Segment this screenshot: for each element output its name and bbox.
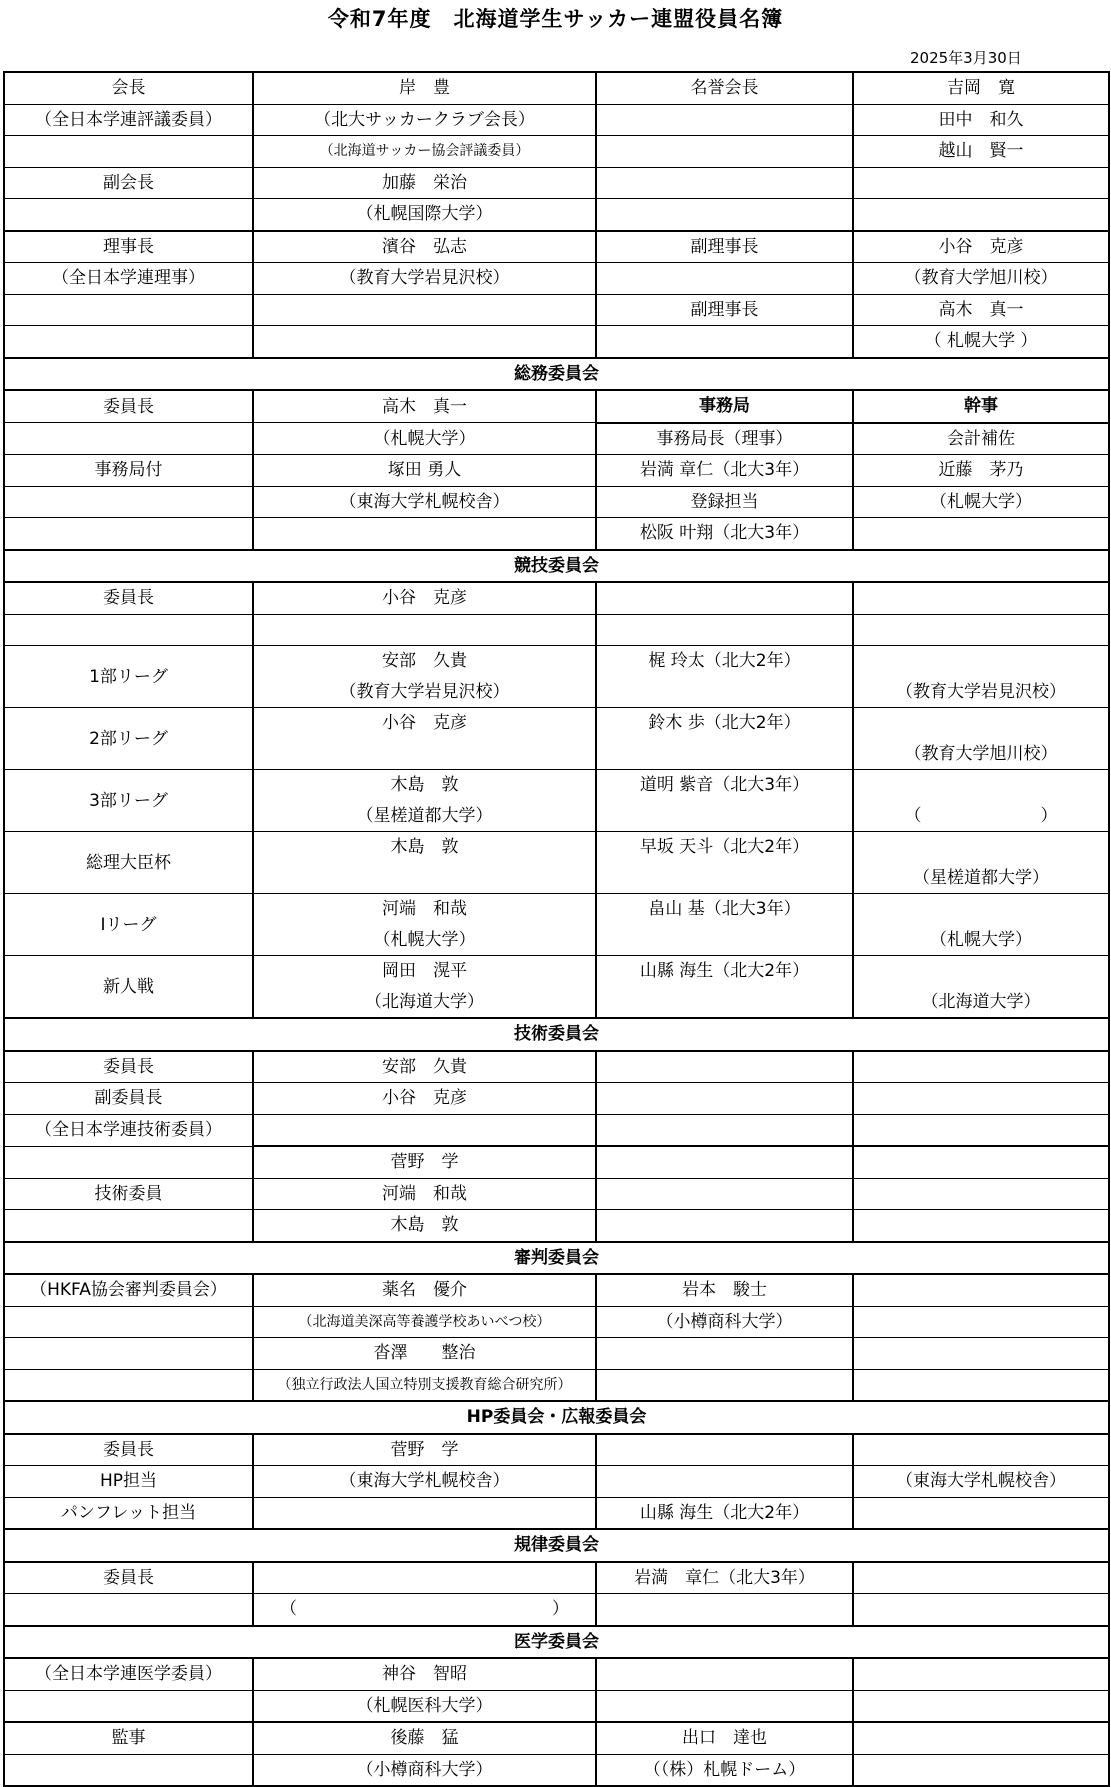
- table-row: [4, 1051, 1109, 1083]
- cell-name: 吉岡 寛: [853, 72, 1109, 104]
- cell-name: [596, 677, 853, 708]
- cell-name: [853, 646, 1109, 677]
- cell-name: [853, 832, 1109, 863]
- cell-name: [853, 1434, 1109, 1466]
- table-row: [4, 956, 1109, 987]
- cell-name: [253, 1562, 596, 1594]
- table-row: [4, 1594, 1109, 1626]
- cell-name: （札幌大学）: [853, 486, 1109, 518]
- cell-name: （札幌医科大学）: [253, 1690, 596, 1722]
- cell-name: [853, 167, 1109, 199]
- table-row: [4, 646, 1109, 677]
- cell-name: [853, 894, 1109, 925]
- cell-name: （札幌大学）: [253, 925, 596, 956]
- table-row: [4, 1690, 1109, 1722]
- cell-name: [253, 1497, 596, 1529]
- cell-name: 高木 真一: [853, 294, 1109, 326]
- cell-name: [853, 1754, 1109, 1786]
- cell-name: （東海大学札幌校舎）: [853, 1466, 1109, 1498]
- cell-name: 沓澤 整治: [253, 1338, 596, 1370]
- table-row: [4, 582, 1109, 614]
- cell-role: [596, 1083, 853, 1115]
- cell-role: [4, 1690, 253, 1722]
- cell-role: （全日本学連医学委員）: [4, 1658, 253, 1690]
- table-row: [4, 1722, 1109, 1754]
- cell-role: 幹事: [853, 390, 1109, 423]
- cell-name: （北海道大学）: [853, 987, 1109, 1019]
- section-header-row: [4, 1242, 1109, 1275]
- cell-name: 田中 和久: [853, 104, 1109, 136]
- cell-name: [596, 1434, 853, 1466]
- section-title: 規律委員会: [4, 1529, 1109, 1562]
- cell-name: （（株）札幌ドーム）: [596, 1754, 853, 1786]
- cell-name: [596, 801, 853, 832]
- cell-name: [596, 1594, 853, 1626]
- cell-name: [853, 582, 1109, 614]
- cell-role: （全日本学連理事）: [4, 263, 253, 295]
- table-row: [4, 1178, 1109, 1210]
- section-header-row: [4, 1529, 1109, 1562]
- cell-name: 菅野 学: [253, 1146, 596, 1178]
- cell-name: [253, 1114, 596, 1146]
- cell-role: [4, 199, 253, 231]
- table-row: [4, 832, 1109, 863]
- table-row: [4, 1466, 1109, 1498]
- cell-name: （札幌国際大学）: [253, 199, 596, 231]
- cell-name: [853, 770, 1109, 801]
- section-header-row: [4, 550, 1109, 583]
- cell-role: 委員長: [4, 582, 253, 614]
- table-row: [4, 1146, 1109, 1178]
- cell-name: （ ）: [253, 1594, 596, 1626]
- cell-name: 岩満 章仁（北大3年）: [596, 1562, 853, 1594]
- cell-role: [596, 104, 853, 136]
- cell-role: 2部リーグ: [4, 708, 253, 770]
- cell-name: （北海道大学）: [253, 987, 596, 1019]
- table-row: [4, 1434, 1109, 1466]
- cell-name: [853, 1658, 1109, 1690]
- cell-name: 松阪 叶翔（北大3年）: [596, 518, 853, 550]
- cell-name: （北大サッカークラブ会長）: [253, 104, 596, 136]
- table-row: [4, 1497, 1109, 1529]
- cell-role: [4, 326, 253, 358]
- cell-role: HP担当: [4, 1466, 253, 1498]
- table-row: [4, 708, 1109, 739]
- cell-name: 菅野 学: [253, 1434, 596, 1466]
- table-row: [4, 455, 1109, 487]
- officers-roster-table: [3, 71, 1110, 1787]
- cell-name: （東海大学札幌校舎）: [253, 1466, 596, 1498]
- cell-role: [4, 486, 253, 518]
- cell-name: [853, 199, 1109, 231]
- cell-name: [853, 1306, 1109, 1338]
- cell-name: [853, 1369, 1109, 1401]
- cell-name: （札幌大学）: [853, 925, 1109, 956]
- cell-role: [596, 1210, 853, 1242]
- cell-name: 小谷 克彦: [253, 582, 596, 614]
- page-title: 令和7年度 北海道学生サッカー連盟役員名簿: [327, 7, 784, 31]
- table-row: [4, 136, 1109, 168]
- table-row: [4, 1274, 1109, 1306]
- cell-role: 新人戦: [4, 956, 253, 1019]
- cell-name: 薬名 優介: [253, 1274, 596, 1306]
- cell-name: [596, 1466, 853, 1498]
- cell-role: [596, 1051, 853, 1083]
- cell-role: 理事長: [4, 231, 253, 263]
- table-row: [4, 326, 1109, 358]
- cell-role: 総理大臣杯: [4, 832, 253, 894]
- cell-role: [596, 167, 853, 199]
- cell-name: [853, 1210, 1109, 1242]
- cell-name: （独立行政法人国立特別支援教育総合研究所）: [253, 1369, 596, 1401]
- table-row: [4, 167, 1109, 199]
- cell-name: [853, 1083, 1109, 1115]
- cell-role: [4, 1754, 253, 1786]
- section-title: 競技委員会: [4, 550, 1109, 583]
- cell-name: （教育大学岩見沢校）: [853, 677, 1109, 708]
- cell-role: 副会長: [4, 167, 253, 199]
- table-row: [4, 1658, 1109, 1690]
- cell-name: （ ）: [853, 801, 1109, 832]
- document-date: 2025年3月30日: [910, 49, 1022, 67]
- cell-role: 会計補佐: [853, 423, 1109, 455]
- table-row: [4, 614, 1109, 646]
- cell-role: 事務局長（理事）: [596, 423, 853, 455]
- cell-role: [4, 423, 253, 455]
- cell-role: （全日本学連技術委員）: [4, 1114, 253, 1146]
- cell-role: 名誉会長: [596, 72, 853, 104]
- section-header-row: [4, 1018, 1109, 1051]
- table-row: [4, 1114, 1109, 1146]
- cell-role: 会長: [4, 72, 253, 104]
- cell-role: [596, 136, 853, 168]
- table-row: [4, 423, 1109, 455]
- cell-name: 神谷 智昭: [253, 1658, 596, 1690]
- section-title: 審判委員会: [4, 1242, 1109, 1275]
- cell-name: 安部 久貴: [253, 646, 596, 677]
- cell-name: 塚田 勇人: [253, 455, 596, 487]
- cell-role: [4, 136, 253, 168]
- cell-name: 梶 玲太（北大2年）: [596, 646, 853, 677]
- cell-name: [853, 1722, 1109, 1754]
- cell-name: [853, 956, 1109, 987]
- cell-name: [596, 1658, 853, 1690]
- section-header-row: [4, 1626, 1109, 1659]
- cell-name: [853, 1594, 1109, 1626]
- table-row: [4, 199, 1109, 231]
- cell-name: 木島 敦: [253, 832, 596, 863]
- cell-name: [596, 739, 853, 770]
- cell-name: （ 札幌大学 ）: [853, 326, 1109, 358]
- cell-name: [853, 1690, 1109, 1722]
- cell-role: 技術委員: [4, 1178, 253, 1210]
- cell-name: [853, 1146, 1109, 1178]
- cell-role: [596, 1146, 853, 1178]
- cell-name: （北海道美深高等養護学校あいべつ校）: [253, 1306, 596, 1338]
- cell-name: 鈴木 歩（北大2年）: [596, 708, 853, 739]
- cell-name: 小谷 克彦: [253, 1083, 596, 1115]
- cell-role: [596, 582, 853, 614]
- cell-name: [596, 1338, 853, 1370]
- cell-role: 委員長: [4, 1051, 253, 1083]
- cell-role: [4, 1146, 253, 1178]
- cell-name: （札幌大学）: [253, 423, 596, 455]
- cell-name: 加藤 栄治: [253, 167, 596, 199]
- cell-name: 高木 真一: [253, 390, 596, 423]
- cell-name: 木島 敦: [253, 770, 596, 801]
- cell-role: パンフレット担当: [4, 1497, 253, 1529]
- table-row: [4, 1562, 1109, 1594]
- cell-role: 監事: [4, 1722, 253, 1754]
- cell-role: [596, 263, 853, 295]
- cell-role: [4, 614, 253, 646]
- section-title: 医学委員会: [4, 1626, 1109, 1659]
- section-title: 技術委員会: [4, 1018, 1109, 1051]
- cell-name: [853, 1178, 1109, 1210]
- table-row: [4, 770, 1109, 801]
- section-header-row: [4, 358, 1109, 391]
- section-header-row: [4, 1401, 1109, 1434]
- cell-name: 出口 達也: [596, 1722, 853, 1754]
- table-row: [4, 1369, 1109, 1401]
- cell-name: （教育大学旭川校）: [853, 739, 1109, 770]
- cell-role: [596, 199, 853, 231]
- cell-name: 河端 和哉: [253, 894, 596, 925]
- table-row: [4, 72, 1109, 104]
- cell-role: [596, 1178, 853, 1210]
- cell-role: [4, 1210, 253, 1242]
- cell-name: [253, 326, 596, 358]
- table-row: [4, 1338, 1109, 1370]
- cell-name: 小谷 克彦: [253, 708, 596, 739]
- cell-role: [4, 294, 253, 326]
- cell-role: [4, 1306, 253, 1338]
- cell-name: 山縣 海生（北大2年）: [596, 956, 853, 987]
- cell-name: 近藤 茅乃: [853, 455, 1109, 487]
- cell-role: 副理事長: [596, 294, 853, 326]
- cell-name: 濱谷 弘志: [253, 231, 596, 263]
- cell-role: [596, 1114, 853, 1146]
- cell-role: 委員長: [4, 1434, 253, 1466]
- cell-name: [853, 518, 1109, 550]
- cell-role: 委員長: [4, 390, 253, 423]
- cell-name: [253, 739, 596, 770]
- cell-role: [4, 518, 253, 550]
- cell-role: [596, 326, 853, 358]
- cell-role: （HKFA協会審判委員会）: [4, 1274, 253, 1306]
- cell-name: 早坂 天斗（北大2年）: [596, 832, 853, 863]
- cell-name: [853, 708, 1109, 739]
- cell-name: （東海大学札幌校舎）: [253, 486, 596, 518]
- cell-name: [596, 987, 853, 1019]
- cell-name: 河端 和哉: [253, 1178, 596, 1210]
- cell-role: 登録担当: [596, 486, 853, 518]
- cell-name: 岸 豊: [253, 72, 596, 104]
- cell-name: [253, 518, 596, 550]
- cell-name: [853, 614, 1109, 646]
- cell-name: （小樽商科大学）: [596, 1306, 853, 1338]
- cell-name: （小樽商科大学）: [253, 1754, 596, 1786]
- cell-name: [596, 925, 853, 956]
- cell-name: [853, 1274, 1109, 1306]
- cell-name: 木島 敦: [253, 1210, 596, 1242]
- section-title: HP委員会・広報委員会: [4, 1401, 1109, 1434]
- cell-role: 3部リーグ: [4, 770, 253, 832]
- cell-name: [596, 1369, 853, 1401]
- table-row: [4, 294, 1109, 326]
- cell-role: [4, 1594, 253, 1626]
- cell-name: 道明 紫音（北大3年）: [596, 770, 853, 801]
- cell-role: （全日本学連評議委員）: [4, 104, 253, 136]
- table-row: [4, 1306, 1109, 1338]
- cell-name: [853, 1338, 1109, 1370]
- cell-role: [4, 1369, 253, 1401]
- table-row: [4, 263, 1109, 295]
- cell-role: 事務局: [596, 390, 853, 423]
- table-row: [4, 518, 1109, 550]
- cell-name: [853, 1497, 1109, 1529]
- cell-name: （教育大学旭川校）: [853, 263, 1109, 295]
- table-row: [4, 894, 1109, 925]
- cell-name: [253, 863, 596, 894]
- cell-name: 山縣 海生（北大2年）: [596, 1497, 853, 1529]
- cell-name: [596, 863, 853, 894]
- cell-role: [596, 614, 853, 646]
- cell-name: [853, 1562, 1109, 1594]
- cell-name: 安部 久貴: [253, 1051, 596, 1083]
- table-row: [4, 104, 1109, 136]
- section-title: 総務委員会: [4, 358, 1109, 391]
- cell-name: 後藤 猛: [253, 1722, 596, 1754]
- cell-name: 岩本 駿士: [596, 1274, 853, 1306]
- cell-name: （教育大学岩見沢校）: [253, 263, 596, 295]
- cell-name: 小谷 克彦: [853, 231, 1109, 263]
- cell-name: [853, 1051, 1109, 1083]
- table-row: [4, 1210, 1109, 1242]
- cell-name: （星槎道都大学）: [253, 801, 596, 832]
- table-row: [4, 1083, 1109, 1115]
- cell-role: Iリーグ: [4, 894, 253, 956]
- cell-name: （教育大学岩見沢校）: [253, 677, 596, 708]
- cell-name: [596, 1690, 853, 1722]
- cell-name: （星槎道都大学）: [853, 863, 1109, 894]
- cell-role: [4, 1338, 253, 1370]
- cell-name: 越山 賢一: [853, 136, 1109, 168]
- table-row: [4, 231, 1109, 263]
- table-row: [4, 390, 1109, 423]
- cell-name: [253, 614, 596, 646]
- cell-name: [853, 1114, 1109, 1146]
- cell-role: 1部リーグ: [4, 646, 253, 708]
- table-row: [4, 1754, 1109, 1786]
- cell-name: [253, 294, 596, 326]
- cell-role: 委員長: [4, 1562, 253, 1594]
- cell-role: 副委員長: [4, 1083, 253, 1115]
- cell-name: 畠山 基（北大3年）: [596, 894, 853, 925]
- cell-name: （北海道サッカー協会評議委員）: [253, 136, 596, 168]
- cell-name: 岡田 滉平: [253, 956, 596, 987]
- table-row: [4, 486, 1109, 518]
- cell-role: 事務局付: [4, 455, 253, 487]
- cell-role: 副理事長: [596, 231, 853, 263]
- cell-name: 岩満 章仁（北大3年）: [596, 455, 853, 487]
